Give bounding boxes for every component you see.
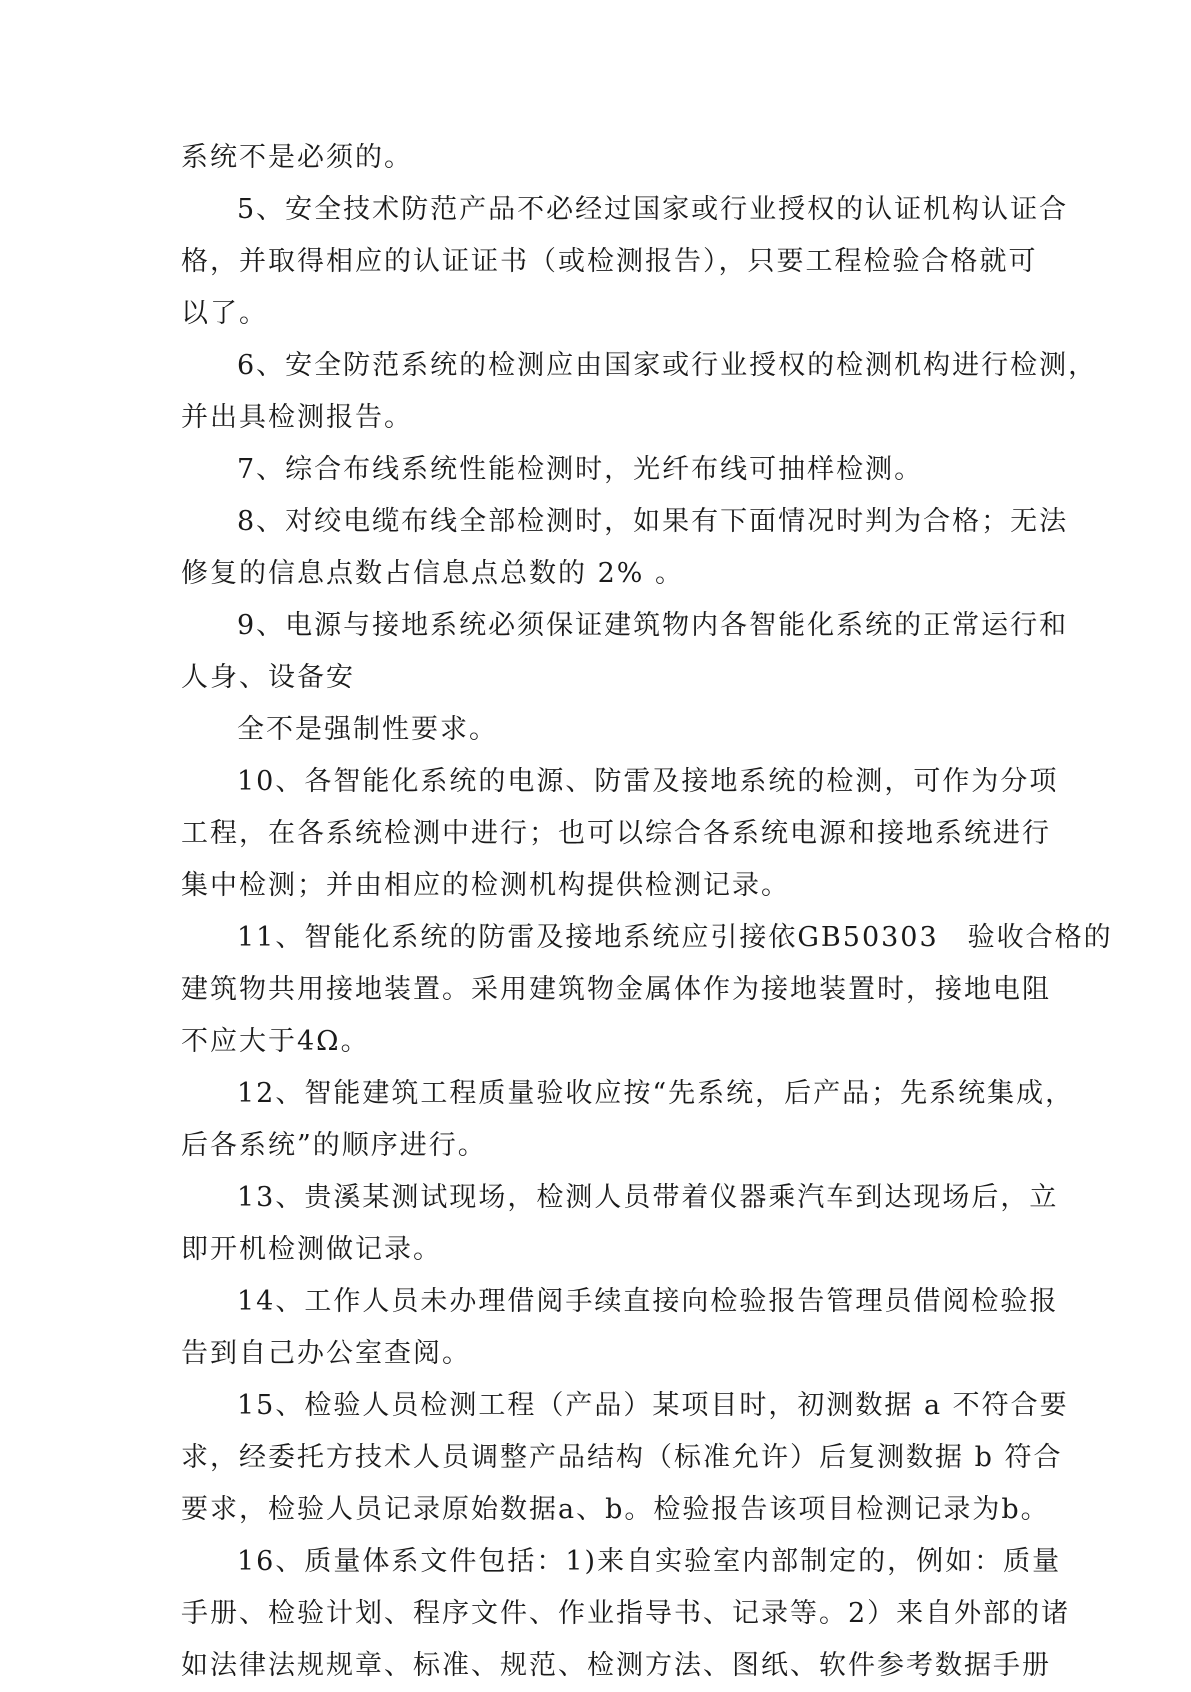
text-line: 12、智能建筑工程质量验收应按“先系统，后产品；先系统集成， xyxy=(237,1078,1075,1109)
text-line: 16、质量体系文件包括：1)来自实验室内部制定的，例如：质量 xyxy=(237,1546,1062,1577)
text-line: 11、智能化系统的防雷及接地系统应引接依GB50303 验收合格的 xyxy=(237,922,1113,953)
document-body xyxy=(181,132,1113,1692)
text-line: 建筑物共用接地装置。采用建筑物金属体作为接地装置时，接地电阻 xyxy=(181,974,1051,1005)
text-line: 系统不是必须的。 xyxy=(181,142,413,173)
text-line: 格，并取得相应的认证证书（或检测报告），只要工程检验合格就可 xyxy=(181,246,1038,277)
text-line: 以了。 xyxy=(181,298,268,329)
text-line: 10、各智能化系统的电源、防雷及接地系统的检测，可作为分项 xyxy=(237,766,1059,797)
text-line: 告到自己办公室查阅。 xyxy=(181,1338,471,1369)
text-line: 8、对绞电缆布线全部检测时，如果有下面情况时判为合格；无法 xyxy=(237,506,1069,537)
text-line: 如法律法规规章、标准、规范、检测方法、图纸、软件参考数据手册 xyxy=(181,1650,1051,1681)
text-line: 修复的信息点数占信息点总数的 2% 。 xyxy=(181,558,684,589)
text-line: 14、工作人员未办理借阅手续直接向检验报告管理员借阅检验报 xyxy=(237,1286,1059,1317)
text-line: 15、检验人员检测工程（产品）某项目时，初测数据 a 不符合要 xyxy=(237,1390,1069,1421)
text-line: 求，经委托方技术人员调整产品结构（标准允许）后复测数据 b 符合 xyxy=(181,1442,1063,1473)
text-line: 工程，在各系统检测中进行；也可以综合各系统电源和接地系统进行 xyxy=(181,818,1051,849)
text-line: 即开机检测做记录。 xyxy=(181,1234,442,1265)
text-line: 后各系统”的顺序进行。 xyxy=(181,1130,487,1161)
text-line: 人身、设备安 xyxy=(181,662,355,693)
text-line: 集中检测；并由相应的检测机构提供检测记录。 xyxy=(181,870,790,901)
text-line: 7、综合布线系统性能检测时，光纤布线可抽样检测。 xyxy=(237,454,924,485)
text-line: 6、安全防范系统的检测应由国家或行业授权的检测机构进行检测， xyxy=(237,350,1098,381)
text-line: 手册、检验计划、程序文件、作业指导书、记录等。2）来自外部的诸 xyxy=(181,1598,1071,1629)
text-line: 5、安全技术防范产品不必经过国家或行业授权的认证机构认证合 xyxy=(237,194,1069,225)
text-line: 全不是强制性要求。 xyxy=(237,714,498,745)
text-line: 要求，检验人员记录原始数据a、b。检验报告该项目检测记录为b。 xyxy=(181,1494,1050,1525)
text-line: 13、贵溪某测试现场，检测人员带着仪器乘汽车到达现场后，立 xyxy=(237,1182,1059,1213)
text-line: 不应大于4Ω。 xyxy=(181,1026,370,1057)
text-line: 9、电源与接地系统必须保证建筑物内各智能化系统的正常运行和 xyxy=(237,610,1069,641)
text-line: 并出具检测报告。 xyxy=(181,402,413,433)
